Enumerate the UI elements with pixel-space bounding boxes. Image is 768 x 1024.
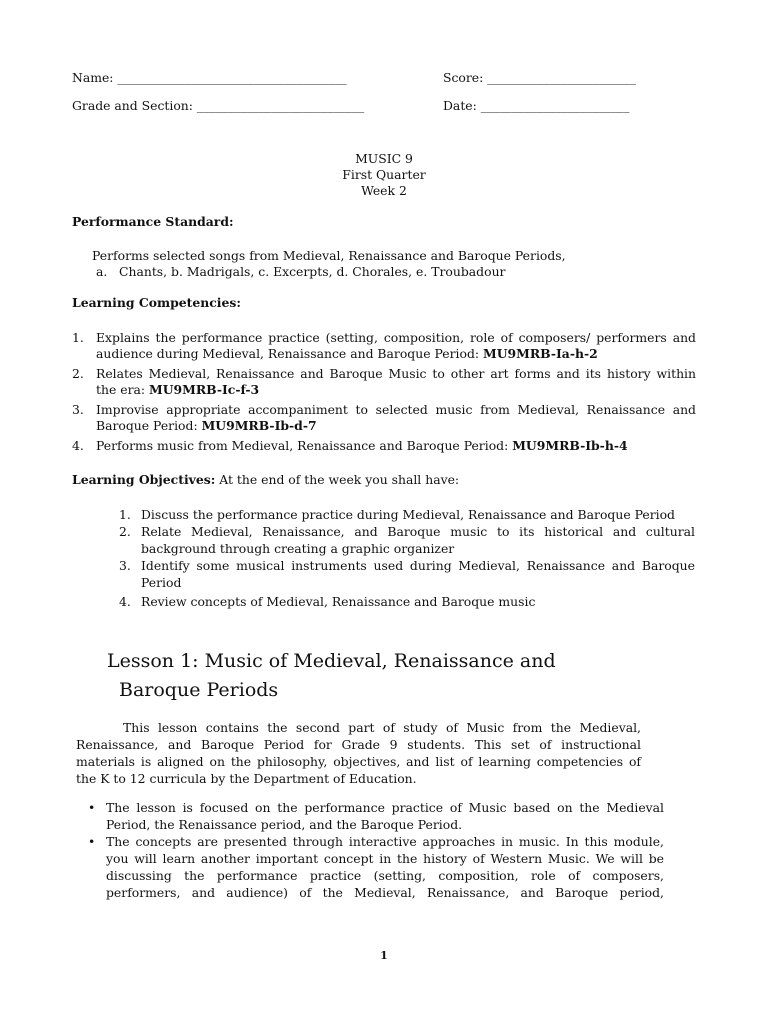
bullet-text: The concepts are presented through interactive approaches in music. In this module, (106, 834, 664, 849)
objective-text: Discuss the performance practice during Medieval, Renaissance and Baroque Period (141, 507, 675, 522)
competencies-heading: Learning Competencies: (72, 295, 241, 310)
objective-number: 3. (119, 558, 131, 573)
bullet-text: you will learn another important concept in the history of Western Music. We will be (106, 851, 664, 866)
lesson-title: Baroque Periods (119, 679, 279, 701)
competency-code: MU9MRB-Ib-d-7 (201, 418, 317, 433)
objective-text: Relate Medieval, Renaissance, and Baroque music to its historical and cultural (141, 524, 695, 539)
subject-title: MUSIC 9 (355, 151, 413, 166)
objectives-heading: Learning Objectives: (72, 472, 216, 487)
grade-section-field: Grade and Section: ___________________________ (72, 98, 365, 113)
quarter-label: First Quarter (342, 167, 426, 182)
competency-text: audience during Medieval, Renaissance and Baroque Period: (96, 346, 480, 361)
bullet-text: performers, and audience) of the Medieval, Renaissance, and Baroque period, (106, 885, 664, 900)
bullet-icon: • (88, 834, 96, 849)
objective-text: Review concepts of Medieval, Renaissance and Baroque music (141, 594, 536, 609)
objective-text: Period (141, 575, 182, 590)
competency-line (96, 418, 317, 434)
performance-standard-text: Performs selected songs from Medieval, Renaissance and Baroque Periods, (92, 248, 566, 263)
competency-text: Performs music from Medieval, Renaissance and Baroque Period: (96, 438, 509, 453)
objective-number: 2. (119, 524, 131, 539)
bullet-icon: • (88, 800, 96, 815)
lesson-paragraph-line: the K to 12 curricula by the Department of Education. (76, 771, 417, 786)
lesson-paragraph-line: Renaissance, and Baroque Period for Grade 9 students. This set of instructional (76, 737, 641, 752)
performance-standard-sub-label: a. (96, 264, 108, 279)
bullet-text: discussing the performance practice (setting, composition, role of composers, (106, 868, 664, 883)
objectives-intro: At the end of the week you shall have: (219, 472, 460, 487)
competency-text: the era: (96, 382, 146, 397)
objective-number: 4. (119, 594, 131, 609)
objective-text: background through creating a graphic organizer (141, 541, 455, 556)
lesson-paragraph-line: materials is aligned on the philosophy, objectives, and list of learning competencies of (76, 754, 641, 769)
competency-code: MU9MRB-Ia-h-2 (483, 346, 598, 361)
bullet-text: Period, the Renaissance period, and the Baroque Period. (106, 817, 463, 832)
score-field: Score: ________________________ (443, 70, 636, 85)
competency-number: 1. (72, 330, 84, 345)
objective-number: 1. (119, 507, 131, 522)
page-number: 1 (380, 949, 388, 962)
week-label: Week 2 (361, 183, 407, 198)
name-field: Name: _____________________________________ (72, 70, 347, 85)
competency-code: MU9MRB-Ib-h-4 (512, 438, 628, 453)
date-field: Date: ________________________ (443, 98, 630, 113)
lesson-title: Lesson 1: Music of Medieval, Renaissance and (107, 650, 556, 672)
competency-text: Improvise appropriate accompaniment to selected music from Medieval, Renaissance and (96, 402, 696, 417)
objective-text: Identify some musical instruments used during Medieval, Renaissance and Baroque (141, 558, 695, 573)
competency-text: Relates Medieval, Renaissance and Baroque Music to other art forms and its history within (96, 366, 696, 381)
competency-line (96, 346, 598, 362)
lesson-paragraph-line: This lesson contains the second part of study of Music from the Medieval, (123, 720, 641, 735)
competency-number: 3. (72, 402, 84, 417)
bullet-text: The lesson is focused on the performance practice of Music based on the Medieval (106, 800, 664, 815)
competency-line (96, 438, 628, 454)
competency-code: MU9MRB-Ic-f-3 (149, 382, 260, 397)
competency-text: Baroque Period: (96, 418, 198, 433)
competency-number: 4. (72, 438, 84, 453)
performance-standard-sub-text: Chants, b. Madrigals, c. Excerpts, d. Chorales, e. Troubadour (119, 264, 506, 279)
competency-text: Explains the performance practice (setting, composition, role of composers/ performers and (96, 330, 696, 345)
competency-line (96, 382, 259, 398)
performance-standard-heading: Performance Standard: (72, 214, 234, 229)
objectives-heading-line (72, 472, 459, 488)
competency-number: 2. (72, 366, 84, 381)
